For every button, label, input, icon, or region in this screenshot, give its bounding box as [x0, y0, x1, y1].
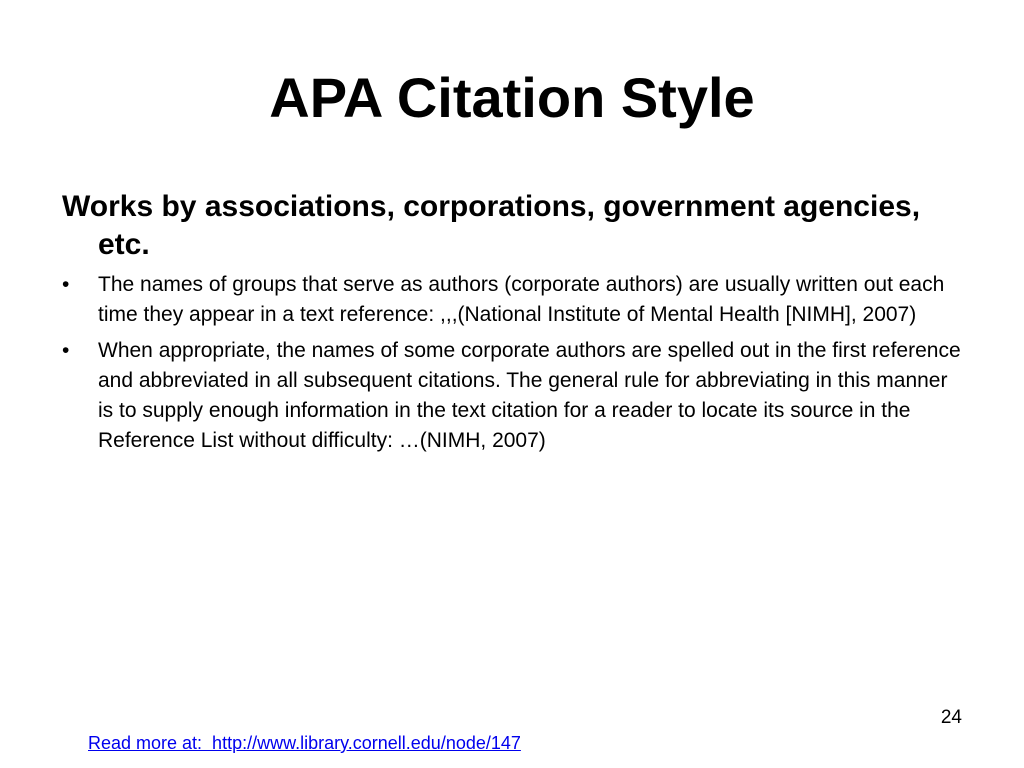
section-heading: Works by associations, corporations, government agencies, etc.: [62, 190, 921, 261]
bullet-marker: •: [62, 339, 70, 362]
page-number: 24: [940, 707, 962, 728]
bullet-list: [62, 270, 962, 456]
read-more-link[interactable]: Read more at: http://www.library.cornell.edu/node/147: [88, 733, 521, 753]
slide-title: APA Citation Style: [269, 66, 755, 129]
bullet-marker: •: [62, 273, 70, 296]
bullet-text: The names of groups that serve as authors (corporate authors) are usually written out each time they appear in a text reference: ,,,(National Institute of Mental Health [NIMH], 2007): [98, 273, 945, 326]
bullet-text: When appropriate, the names of some corporate authors are spelled out in the first reference and abbreviated in all subsequent citations. The general rule for abbreviating in this manner is to supply enough information in the text citation for a reader to locate its source in the Reference List without difficulty: …(NIMH, 2007): [98, 339, 961, 452]
bullet-item: [62, 270, 962, 330]
bullet-item: [62, 336, 962, 456]
slide-body: [62, 188, 962, 462]
